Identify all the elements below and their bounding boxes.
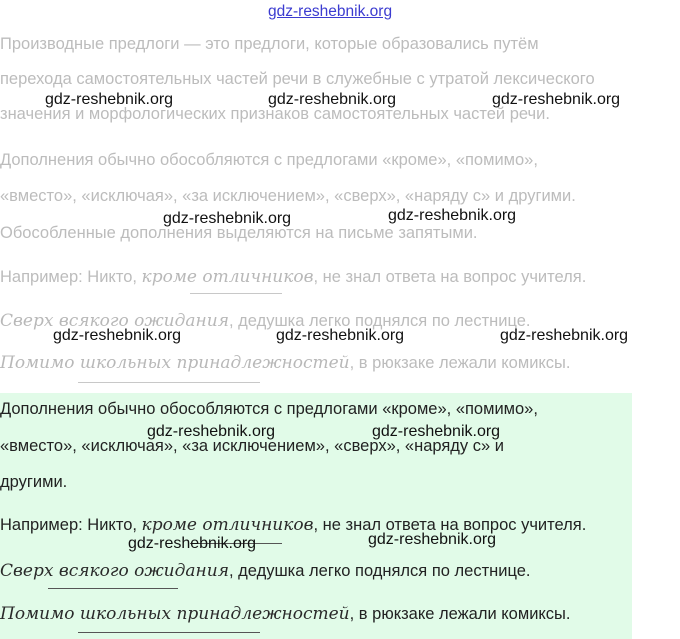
watermark: gdz-reshebnik.org — [276, 327, 405, 344]
faded-example-1 — [0, 267, 586, 287]
faded-p2-line2: «вместо», «исключая», «за исключением», «сверх», «наряду с» и другими. — [0, 187, 576, 205]
watermark: gdz-reshebnik.org — [128, 535, 257, 552]
faded-ex2-handwritten: Сверх всякого ожидания — [0, 311, 229, 331]
answer-ex1-prefix: Например: Никто, — [0, 516, 142, 534]
faded-example-3 — [0, 353, 571, 373]
answer-line2: «вместо», «исключая», «за исключением», «сверх», «наряду с» и — [0, 437, 504, 455]
faded-ex1-prefix: Например: Никто, — [0, 268, 142, 286]
faded-ex3-underline — [78, 382, 260, 383]
answer-ex2-handwritten: Сверх всякого ожидания — [0, 561, 229, 581]
faded-p2-line1: Дополнения обычно обособляются с предлогами «кроме», «помимо», — [0, 151, 538, 169]
watermark: gdz-reshebnik.org — [147, 423, 276, 440]
answer-line3: другими. — [0, 473, 68, 491]
watermark: gdz-reshebnik.org — [500, 327, 629, 344]
faded-ex1-handwritten: кроме отличников — [141, 267, 314, 287]
header-watermark[interactable]: gdz-reshebnik.org — [268, 3, 393, 20]
answer-example-1 — [0, 515, 586, 535]
answer-ex3-underline — [78, 632, 260, 633]
answer-ex1-suffix: , не знал ответа на вопрос учителя. — [313, 516, 587, 534]
answer-ex2-underline — [48, 588, 178, 589]
watermark: gdz-reshebnik.org — [388, 207, 517, 224]
answer-example-3 — [0, 604, 571, 624]
answer-ex1-handwritten: кроме отличников — [141, 515, 314, 535]
faded-p1-line2: перехода самостоятельных частей речи в служебные с утратой лексического — [0, 70, 595, 88]
faded-ex3-suffix: , в рюкзаке лежали комиксы. — [349, 354, 571, 372]
watermark: gdz-reshebnik.org — [45, 91, 174, 108]
faded-ex1-suffix: , не знал ответа на вопрос учителя. — [313, 268, 587, 286]
watermark: gdz-reshebnik.org — [163, 210, 292, 227]
watermark: gdz-reshebnik.org — [372, 423, 501, 440]
watermark: gdz-reshebnik.org — [53, 327, 182, 344]
answer-ex3-suffix: , в рюкзаке лежали комиксы. — [349, 605, 571, 623]
watermark: gdz-reshebnik.org — [492, 91, 621, 108]
answer-example-2 — [0, 561, 531, 581]
watermark: gdz-reshebnik.org — [368, 531, 497, 548]
faded-ex1-underline — [190, 293, 282, 294]
answer-line1: Дополнения обычно обособляются с предлогами «кроме», «помимо», — [0, 400, 538, 418]
watermark: gdz-reshebnik.org — [268, 91, 397, 108]
faded-p1-line1: Производные предлоги — это предлоги, которые образовались путём — [0, 35, 539, 53]
faded-p1-line3: значения и морфологических признаков самостоятельных частей речи. — [0, 105, 550, 123]
answer-ex3-handwritten: Помимо школьных принадлежностей — [0, 604, 350, 624]
answer-ex2-suffix: , дедушка легко поднялся по лестнице. — [228, 562, 531, 580]
faded-ex3-handwritten: Помимо школьных принадлежностей — [0, 353, 350, 373]
faded-ex2-suffix: , дедушка легко поднялся по лестнице. — [228, 312, 531, 330]
faded-p2-line3: Обособленные дополнения выделяются на письме запятыми. — [0, 224, 478, 242]
